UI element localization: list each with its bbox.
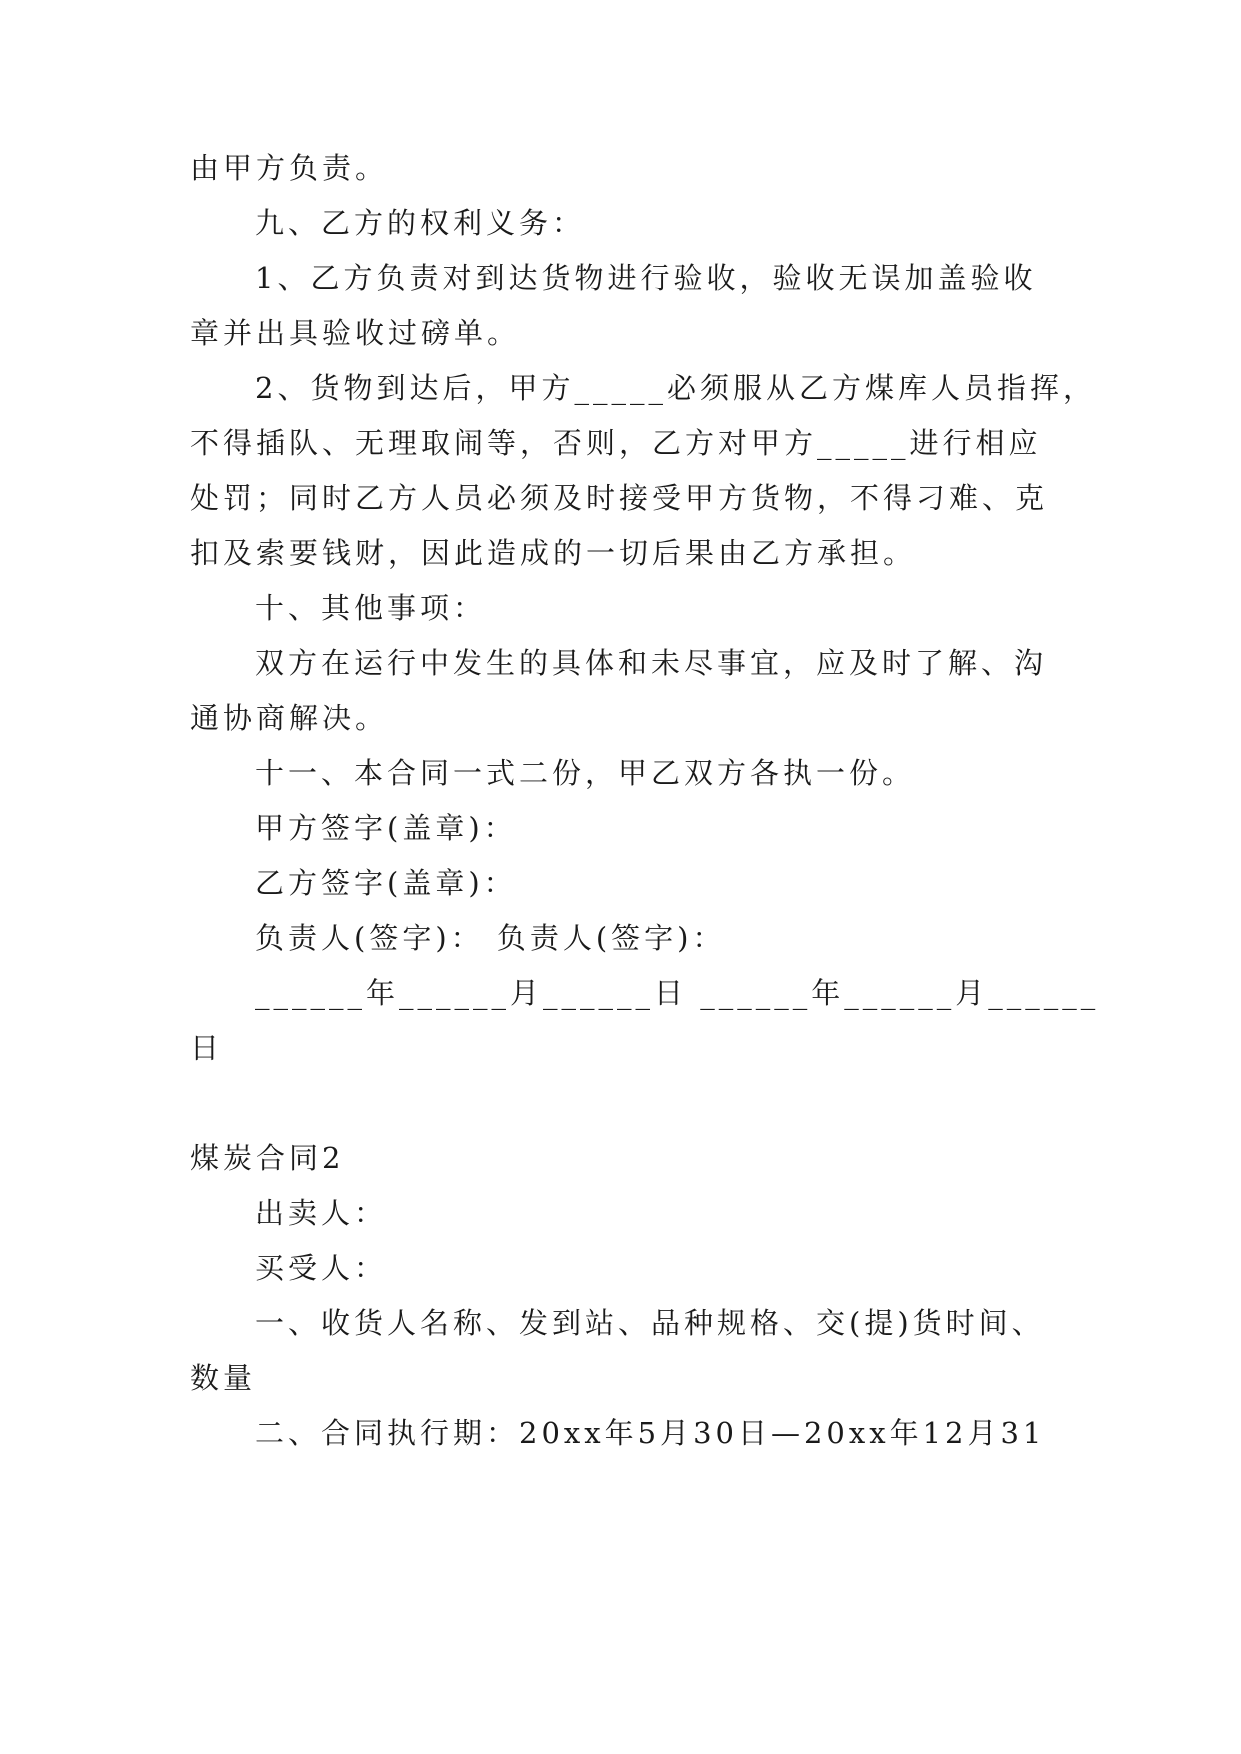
- paragraph-line: 由甲方负责。: [190, 151, 389, 185]
- paragraph-line: 双方在运行中发生的具体和未尽事宜，应及时了解、沟: [255, 646, 1048, 680]
- paragraph-line: 处罚；同时乙方人员必须及时接受甲方货物，不得刁难、克: [190, 481, 1049, 515]
- paragraph-line: 不得插队、无理取闹等，否则，乙方对甲方_____进行相应: [190, 426, 1042, 460]
- paragraph-line: 章并出具验收过磅单。: [190, 316, 521, 350]
- signature-party-b: 乙方签字(盖章)：: [255, 866, 517, 900]
- date-blanks-continued: 日: [190, 1031, 224, 1065]
- buyer-label: 买受人：: [255, 1251, 388, 1285]
- paragraph-line: 通协商解决。: [190, 701, 389, 735]
- section-heading-2: 二、合同执行期：20xx年5月30日—20xx年12月31: [255, 1416, 1046, 1450]
- contract-title: 煤炭合同2: [190, 1141, 345, 1175]
- paragraph-line: 1、乙方负责对到达货物进行验收，验收无误加盖验收: [255, 261, 1037, 295]
- signature-party-a: 甲方签字(盖章)：: [255, 811, 517, 845]
- section-heading-9: 九、乙方的权利义务：: [255, 206, 586, 240]
- signature-responsible: 负责人(签字)： 负责人(签字)：: [255, 921, 726, 955]
- paragraph-line: 数量: [190, 1361, 257, 1395]
- paragraph-line: 2、货物到达后，甲方_____必须服从乙方煤库人员指挥，: [255, 371, 1096, 405]
- section-heading-1: 一、收货人名称、发到站、品种规格、交(提)货时间、: [255, 1306, 1045, 1340]
- date-blanks: ______年______月______日 ______年______月______: [255, 976, 1100, 1010]
- section-heading-10: 十、其他事项：: [255, 591, 487, 625]
- paragraph-line: 扣及索要钱财，因此造成的一切后果由乙方承担。: [190, 536, 917, 570]
- seller-label: 出卖人：: [255, 1196, 388, 1230]
- section-heading-11: 十一、本合同一式二份，甲乙双方各执一份。: [255, 756, 916, 790]
